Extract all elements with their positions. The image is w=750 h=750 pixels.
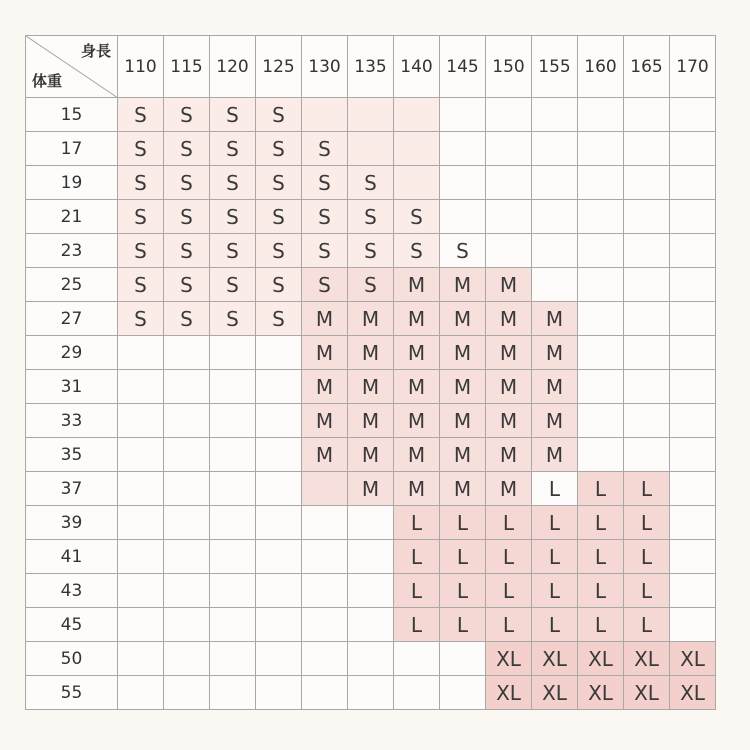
size-cell [210, 472, 256, 506]
size-cell [118, 574, 164, 608]
size-cell [256, 608, 302, 642]
size-cell [302, 506, 348, 540]
size-cell: M [394, 472, 440, 506]
size-cell [348, 574, 394, 608]
size-cell [210, 642, 256, 676]
weight-row-header: 50 [26, 642, 118, 676]
size-cell: L [532, 540, 578, 574]
size-cell [394, 642, 440, 676]
weight-row-header: 37 [26, 472, 118, 506]
size-cell [532, 268, 578, 302]
size-cell: XL [532, 676, 578, 710]
size-cell [578, 268, 624, 302]
size-cell: S [348, 268, 394, 302]
size-cell [118, 472, 164, 506]
size-cell [624, 200, 670, 234]
size-cell [624, 268, 670, 302]
size-cell: M [394, 404, 440, 438]
size-cell: S [118, 234, 164, 268]
size-cell: S [210, 98, 256, 132]
size-cell [302, 472, 348, 506]
size-cell: S [210, 166, 256, 200]
size-cell [210, 540, 256, 574]
size-cell [670, 404, 716, 438]
size-cell: S [394, 200, 440, 234]
weight-row-header: 35 [26, 438, 118, 472]
size-cell [440, 200, 486, 234]
weight-row-header: 29 [26, 336, 118, 370]
size-cell [624, 302, 670, 336]
size-cell [302, 642, 348, 676]
weight-row-header: 31 [26, 370, 118, 404]
size-cell: XL [624, 642, 670, 676]
size-cell: S [118, 302, 164, 336]
size-cell: M [440, 438, 486, 472]
size-cell: S [348, 166, 394, 200]
size-cell: M [302, 302, 348, 336]
size-cell: L [486, 608, 532, 642]
size-cell [210, 676, 256, 710]
weight-row-header: 17 [26, 132, 118, 166]
height-header: 115 [164, 36, 210, 98]
size-cell [440, 132, 486, 166]
size-cell: S [164, 268, 210, 302]
weight-row-header: 39 [26, 506, 118, 540]
size-cell [118, 608, 164, 642]
size-cell: S [164, 98, 210, 132]
size-cell [164, 404, 210, 438]
header-row [26, 36, 716, 98]
size-cell [118, 676, 164, 710]
size-cell [256, 574, 302, 608]
table-row [26, 540, 716, 574]
size-cell [256, 472, 302, 506]
table-row [26, 268, 716, 302]
size-cell: M [302, 438, 348, 472]
size-cell [670, 336, 716, 370]
size-cell: L [624, 540, 670, 574]
chart-body [26, 98, 716, 710]
size-cell: XL [532, 642, 578, 676]
size-cell [348, 540, 394, 574]
size-cell: M [348, 438, 394, 472]
size-cell: S [348, 200, 394, 234]
size-cell: XL [670, 642, 716, 676]
size-cell: L [486, 506, 532, 540]
size-cell: XL [670, 676, 716, 710]
size-cell [164, 540, 210, 574]
size-cell [670, 540, 716, 574]
height-header: 160 [578, 36, 624, 98]
size-cell: M [532, 404, 578, 438]
size-cell [670, 166, 716, 200]
size-cell: S [256, 132, 302, 166]
size-cell [440, 676, 486, 710]
size-cell [256, 336, 302, 370]
size-cell [486, 166, 532, 200]
size-cell [670, 98, 716, 132]
size-cell [486, 234, 532, 268]
size-cell: M [440, 268, 486, 302]
size-cell: S [394, 234, 440, 268]
size-cell: M [532, 370, 578, 404]
weight-row-header: 15 [26, 98, 118, 132]
size-cell: L [532, 506, 578, 540]
size-cell [670, 574, 716, 608]
size-cell: L [578, 506, 624, 540]
size-cell: M [348, 404, 394, 438]
size-cell [118, 370, 164, 404]
size-cell: L [394, 608, 440, 642]
size-cell: M [486, 472, 532, 506]
size-cell: L [486, 540, 532, 574]
weight-row-header: 25 [26, 268, 118, 302]
size-cell [256, 370, 302, 404]
size-cell [210, 336, 256, 370]
size-cell [118, 438, 164, 472]
size-cell [578, 234, 624, 268]
size-cell: L [624, 472, 670, 506]
size-cell: S [302, 268, 348, 302]
size-cell [394, 132, 440, 166]
height-header: 170 [670, 36, 716, 98]
height-header: 130 [302, 36, 348, 98]
size-cell [302, 676, 348, 710]
size-cell [578, 166, 624, 200]
size-cell [164, 642, 210, 676]
size-cell [440, 642, 486, 676]
size-cell [118, 506, 164, 540]
size-cell: M [348, 302, 394, 336]
size-cell [624, 132, 670, 166]
table-row [26, 336, 716, 370]
height-header: 140 [394, 36, 440, 98]
size-cell [302, 540, 348, 574]
size-cell: L [394, 574, 440, 608]
size-cell [624, 234, 670, 268]
size-cell: S [440, 234, 486, 268]
height-header: 150 [486, 36, 532, 98]
size-cell: L [486, 574, 532, 608]
size-cell: S [256, 302, 302, 336]
size-cell [164, 336, 210, 370]
size-cell [118, 642, 164, 676]
size-cell: S [256, 98, 302, 132]
size-cell [118, 540, 164, 574]
size-cell [164, 472, 210, 506]
weight-row-header: 55 [26, 676, 118, 710]
size-cell: M [348, 336, 394, 370]
corner-cell [26, 36, 118, 98]
size-cell: L [578, 472, 624, 506]
size-cell [394, 166, 440, 200]
size-cell: S [256, 166, 302, 200]
weight-axis-label: 体重 [32, 72, 63, 90]
size-cell: S [118, 166, 164, 200]
weight-row-header: 45 [26, 608, 118, 642]
size-cell: M [486, 404, 532, 438]
size-cell [670, 132, 716, 166]
size-cell [670, 234, 716, 268]
size-cell: L [440, 608, 486, 642]
size-cell [532, 234, 578, 268]
size-cell: M [348, 370, 394, 404]
size-cell: XL [578, 642, 624, 676]
size-cell: S [210, 200, 256, 234]
table-row [26, 438, 716, 472]
size-cell: S [118, 268, 164, 302]
size-cell: XL [578, 676, 624, 710]
size-cell: M [348, 472, 394, 506]
size-cell [578, 132, 624, 166]
table-row [26, 98, 716, 132]
size-cell: L [532, 472, 578, 506]
size-cell [210, 608, 256, 642]
size-cell [486, 200, 532, 234]
table-row [26, 234, 716, 268]
size-cell: M [486, 302, 532, 336]
size-cell: S [302, 234, 348, 268]
table-row [26, 574, 716, 608]
table-row [26, 166, 716, 200]
size-cell: M [394, 438, 440, 472]
table-row [26, 132, 716, 166]
size-cell [670, 200, 716, 234]
size-cell: M [486, 438, 532, 472]
size-cell: S [256, 200, 302, 234]
size-cell [578, 336, 624, 370]
size-cell [532, 98, 578, 132]
size-cell [210, 370, 256, 404]
size-cell [486, 132, 532, 166]
size-cell [440, 166, 486, 200]
size-cell [578, 404, 624, 438]
height-header: 155 [532, 36, 578, 98]
weight-row-header: 23 [26, 234, 118, 268]
size-cell [670, 506, 716, 540]
size-cell: M [394, 370, 440, 404]
size-cell: M [532, 336, 578, 370]
size-cell: L [624, 574, 670, 608]
height-header: 110 [118, 36, 164, 98]
size-cell [256, 506, 302, 540]
height-header: 120 [210, 36, 256, 98]
size-cell: S [348, 234, 394, 268]
size-cell: S [164, 200, 210, 234]
size-cell [394, 676, 440, 710]
height-axis-label: 身長 [80, 42, 111, 60]
weight-row-header: 43 [26, 574, 118, 608]
size-cell [486, 98, 532, 132]
size-cell [670, 472, 716, 506]
weight-row-header: 27 [26, 302, 118, 336]
table-row [26, 608, 716, 642]
size-cell [256, 404, 302, 438]
size-cell [256, 540, 302, 574]
size-cell: M [394, 336, 440, 370]
size-cell [164, 506, 210, 540]
size-cell [440, 98, 486, 132]
size-cell [210, 574, 256, 608]
size-cell [624, 370, 670, 404]
size-cell [532, 200, 578, 234]
weight-row-header: 21 [26, 200, 118, 234]
table-row [26, 642, 716, 676]
size-cell: S [302, 132, 348, 166]
size-cell: M [532, 302, 578, 336]
size-cell: L [624, 506, 670, 540]
size-cell: M [532, 438, 578, 472]
size-cell [624, 336, 670, 370]
size-cell [578, 302, 624, 336]
size-cell [578, 438, 624, 472]
size-cell: S [210, 234, 256, 268]
size-cell [348, 608, 394, 642]
size-cell [532, 166, 578, 200]
size-cell [164, 574, 210, 608]
size-cell [348, 132, 394, 166]
size-cell: S [118, 200, 164, 234]
size-cell: L [624, 608, 670, 642]
size-cell: XL [486, 642, 532, 676]
size-cell [394, 98, 440, 132]
size-cell: L [440, 506, 486, 540]
size-cell [256, 642, 302, 676]
size-cell [118, 336, 164, 370]
size-cell [302, 608, 348, 642]
size-cell [670, 438, 716, 472]
size-cell: M [302, 404, 348, 438]
size-cell [256, 676, 302, 710]
size-cell: M [394, 268, 440, 302]
size-cell [302, 98, 348, 132]
size-cell [348, 98, 394, 132]
size-cell [670, 268, 716, 302]
size-cell: M [486, 370, 532, 404]
size-cell: S [164, 132, 210, 166]
size-cell [348, 506, 394, 540]
size-cell [210, 404, 256, 438]
size-cell: L [532, 574, 578, 608]
size-cell [164, 608, 210, 642]
size-cell [210, 506, 256, 540]
size-cell [532, 132, 578, 166]
size-cell: L [440, 540, 486, 574]
size-cell [670, 302, 716, 336]
size-cell: L [394, 506, 440, 540]
size-chart-table [25, 35, 716, 710]
size-cell [348, 642, 394, 676]
size-cell: M [486, 336, 532, 370]
size-cell [210, 438, 256, 472]
size-cell: S [164, 302, 210, 336]
size-cell: M [302, 336, 348, 370]
size-cell: S [256, 234, 302, 268]
table-row [26, 404, 716, 438]
table-row [26, 200, 716, 234]
size-cell: M [302, 370, 348, 404]
size-cell [624, 438, 670, 472]
height-header: 125 [256, 36, 302, 98]
size-cell: L [578, 574, 624, 608]
size-cell: XL [624, 676, 670, 710]
size-cell: XL [486, 676, 532, 710]
size-cell [164, 438, 210, 472]
size-cell [348, 676, 394, 710]
size-cell: L [578, 540, 624, 574]
size-cell: M [440, 336, 486, 370]
size-cell: S [302, 166, 348, 200]
size-cell [164, 676, 210, 710]
table-row [26, 370, 716, 404]
size-cell: L [440, 574, 486, 608]
size-cell [670, 370, 716, 404]
size-cell [578, 200, 624, 234]
size-cell: M [440, 472, 486, 506]
size-cell [624, 166, 670, 200]
table-row [26, 676, 716, 710]
weight-row-header: 33 [26, 404, 118, 438]
size-cell: M [394, 302, 440, 336]
size-cell [624, 98, 670, 132]
weight-row-header: 41 [26, 540, 118, 574]
size-cell [670, 608, 716, 642]
size-cell: S [256, 268, 302, 302]
size-cell: S [164, 234, 210, 268]
size-cell: S [118, 132, 164, 166]
size-cell: M [440, 404, 486, 438]
size-cell [578, 98, 624, 132]
size-cell: M [440, 302, 486, 336]
size-cell [578, 370, 624, 404]
table-row [26, 302, 716, 336]
size-cell: S [302, 200, 348, 234]
size-cell [256, 438, 302, 472]
size-cell: S [164, 166, 210, 200]
height-header: 165 [624, 36, 670, 98]
size-cell: L [532, 608, 578, 642]
size-cell: S [210, 302, 256, 336]
size-cell [302, 574, 348, 608]
size-cell [164, 370, 210, 404]
size-cell: S [210, 268, 256, 302]
size-cell: L [394, 540, 440, 574]
size-cell: M [440, 370, 486, 404]
table-row [26, 472, 716, 506]
size-cell: M [486, 268, 532, 302]
height-header: 145 [440, 36, 486, 98]
size-cell [118, 404, 164, 438]
size-cell: S [210, 132, 256, 166]
height-header: 135 [348, 36, 394, 98]
size-cell: S [118, 98, 164, 132]
size-cell: L [578, 608, 624, 642]
size-cell [624, 404, 670, 438]
weight-row-header: 19 [26, 166, 118, 200]
table-row [26, 506, 716, 540]
